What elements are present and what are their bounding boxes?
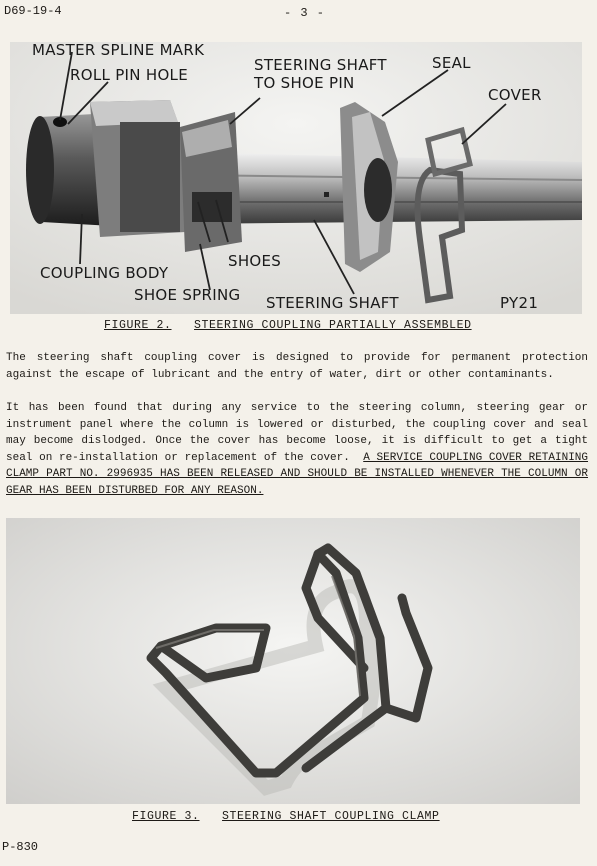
- figure-3-caption: [132, 810, 440, 823]
- label-photo-code: PY21: [500, 294, 539, 312]
- label-cover: COVER: [488, 86, 542, 104]
- label-master-spline-mark: MASTER SPLINE MARK: [32, 42, 205, 59]
- document-id: D69-19-4: [4, 4, 62, 18]
- label-steering-shaft-to-shoe-pin-2: TO SHOE PIN: [254, 74, 355, 92]
- figure-3-caption-number: FIGURE 3.: [132, 810, 200, 823]
- paragraph-2-text: It has been found that during any service to the steering column, steering gear or instrument panel where the column is lowered or disturbed, the coupling cover and seal may become dislodged. Once the cover has become loose, it is difficult to get a tight seal on re-installation or replacement of the cover.: [6, 402, 588, 464]
- label-seal: SEAL: [432, 54, 471, 72]
- figure-2-caption-number: FIGURE 2.: [104, 319, 172, 332]
- label-shoes: SHOES: [228, 252, 282, 270]
- paragraph-2-emphasis: A SERVICE COUPLING COVER RETAINING CLAMP PART NO. 2996935 HAS BEEN RELEASED AND SHOULD BE INSTALLED WHENEVER THE COLUMN OR GEAR HAS BEEN DISTURBED FOR ANY REASON.: [6, 451, 589, 497]
- label-shoe-spring: SHOE SPRING: [134, 286, 241, 304]
- label-coupling-body: COUPLING BODY: [40, 264, 169, 282]
- page-number: - 3 -: [284, 6, 326, 20]
- label-steering-shaft-to-shoe-pin-1: STEERING SHAFT: [254, 56, 387, 74]
- paragraph-1: The steering shaft coupling cover is designed to provide for permanent protection against the escape of lubricant and the entry of water, dirt or other contaminants.: [6, 352, 588, 381]
- label-steering-shaft: STEERING SHAFT: [266, 294, 399, 312]
- figure-3-photo: [6, 518, 580, 804]
- figure-2-caption-text: STEERING COUPLING PARTIALLY ASSEMBLED: [194, 319, 472, 332]
- figure-3-caption-text: STEERING SHAFT COUPLING CLAMP: [222, 810, 440, 823]
- page-code: P-830: [2, 840, 39, 854]
- figure-2-photo: [10, 42, 582, 314]
- paragraph-2: [6, 400, 588, 499]
- coupling-clamp-illustration: [6, 518, 580, 804]
- figure-2-caption: [104, 319, 472, 332]
- label-roll-pin-hole: ROLL PIN HOLE: [70, 66, 188, 84]
